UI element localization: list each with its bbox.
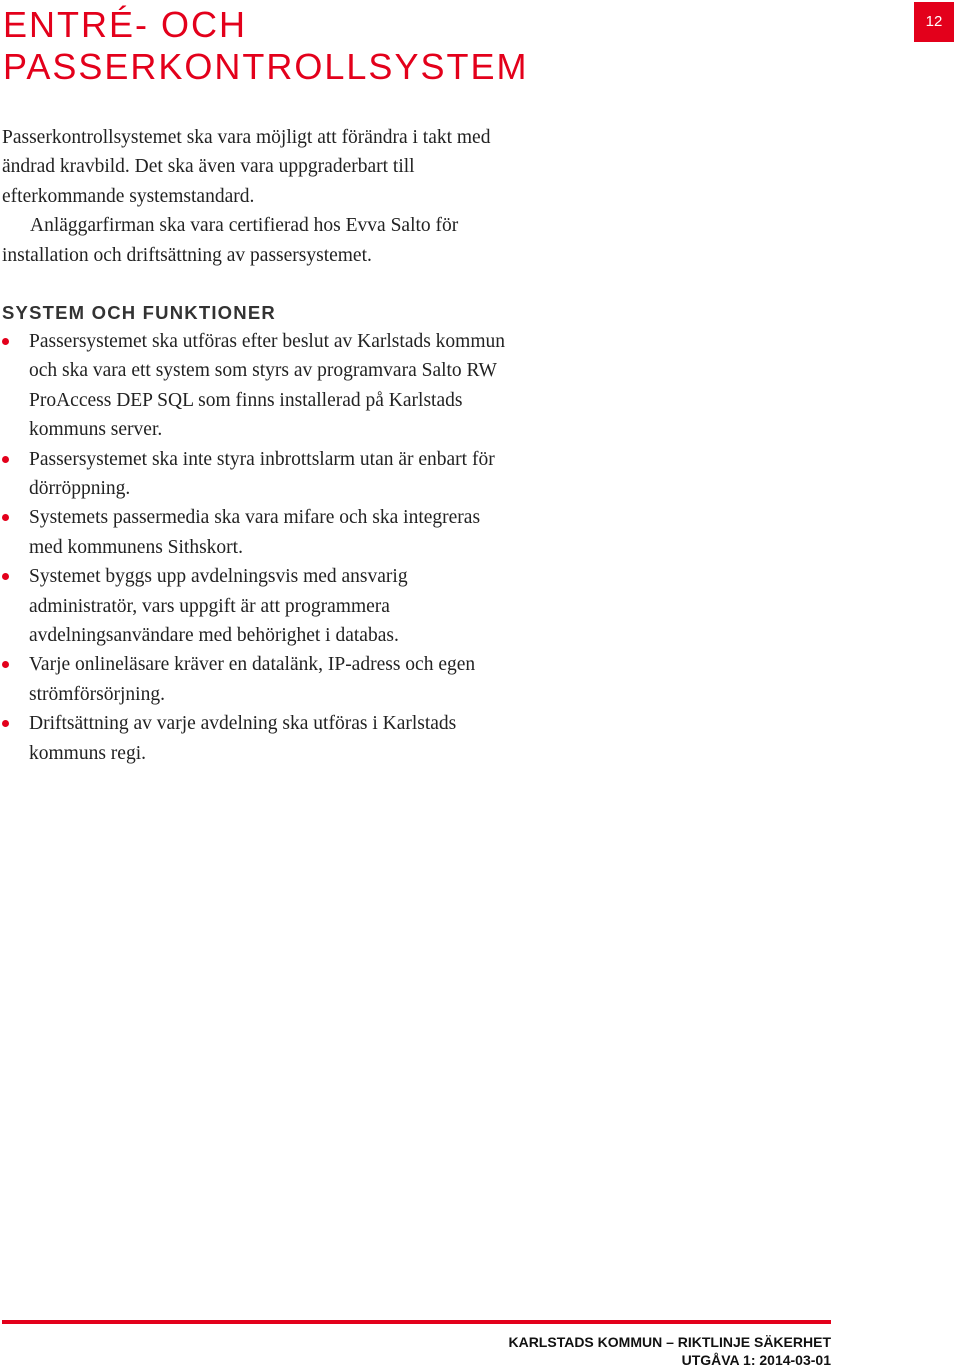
bullet-line: och ska vara ett system som styrs av programvara Salto RW [29, 360, 497, 382]
page-title [3, 4, 528, 88]
bullet-line: administratör, vars uppgift är att programmera [29, 595, 390, 617]
bullet-dot-icon [2, 573, 9, 580]
intro-line: ändrad kravbild. Det ska även vara uppgraderbart till [2, 156, 415, 178]
bullet-line: kommuns server. [29, 419, 163, 441]
bullet-line: Passersystemet ska utföras efter beslut av Karlstads kommun [29, 331, 506, 352]
page-number-badge: 12 [914, 2, 954, 42]
bullet-line: Systemet byggs upp avdelningsvis med ansvarig [29, 566, 408, 588]
bullet-dot-icon [2, 456, 9, 463]
bullet-line: Systemets passermedia ska vara mifare och ska integreras [29, 507, 481, 529]
bullet-line: Varje onlineläsare kräver en datalänk, IP-adress och egen [29, 654, 476, 676]
intro-line: Anläggarfirman ska vara certifierad hos Evva Salto för [30, 215, 459, 237]
footer-edition: UTGÅVA 1: 2014-03-01 [681, 1352, 831, 1368]
bullet-line: strömförsörjning. [29, 683, 165, 705]
intro-line: installation och driftsättning av passersystemet. [2, 244, 372, 266]
bullet-dot-icon [2, 338, 9, 345]
bullet-dot-icon [2, 661, 9, 668]
bullet-line: med kommunens Sithskort. [29, 536, 243, 558]
bullet-line: kommuns regi. [29, 742, 146, 764]
bullet-item [0, 650, 600, 709]
footer-divider [2, 1320, 831, 1324]
bullet-item [0, 503, 600, 562]
bullet-item [0, 709, 600, 768]
bullet-dot-icon [2, 720, 9, 727]
bullet-dot-icon [2, 514, 9, 521]
bullet-line: avdelningsanvändare med behörighet i databas. [29, 625, 399, 647]
footer [508, 1333, 831, 1369]
intro-line: Passerkontrollsystemet ska vara möjligt att förändra i takt med [2, 127, 491, 148]
bullet-list [0, 327, 600, 768]
bullet-item [0, 562, 600, 650]
intro-paragraph [2, 123, 602, 270]
bullet-item [0, 327, 600, 445]
bullet-line: Passersystemet ska inte styra inbrottslarm utan är enbart för [29, 448, 495, 470]
page-title-line-1: ENTRÉ- OCH [3, 4, 247, 45]
intro-line: efterkommande systemstandard. [2, 185, 255, 207]
page-title-line-2: PASSERKONTROLLSYSTEM [3, 46, 529, 87]
bullet-line: dörröppning. [29, 478, 131, 500]
bullet-item [0, 445, 600, 504]
bullet-line: ProAccess DEP SQL som finns installerad på Karlstads [29, 389, 463, 411]
bullet-line: Driftsättning av varje avdelning ska utföras i Karlstads [29, 713, 457, 735]
section-heading: SYSTEM OCH FUNKTIONER [2, 302, 276, 323]
footer-organization: KARLSTADS KOMMUN – RIKTLINJE SÄKERHET [508, 1334, 831, 1350]
